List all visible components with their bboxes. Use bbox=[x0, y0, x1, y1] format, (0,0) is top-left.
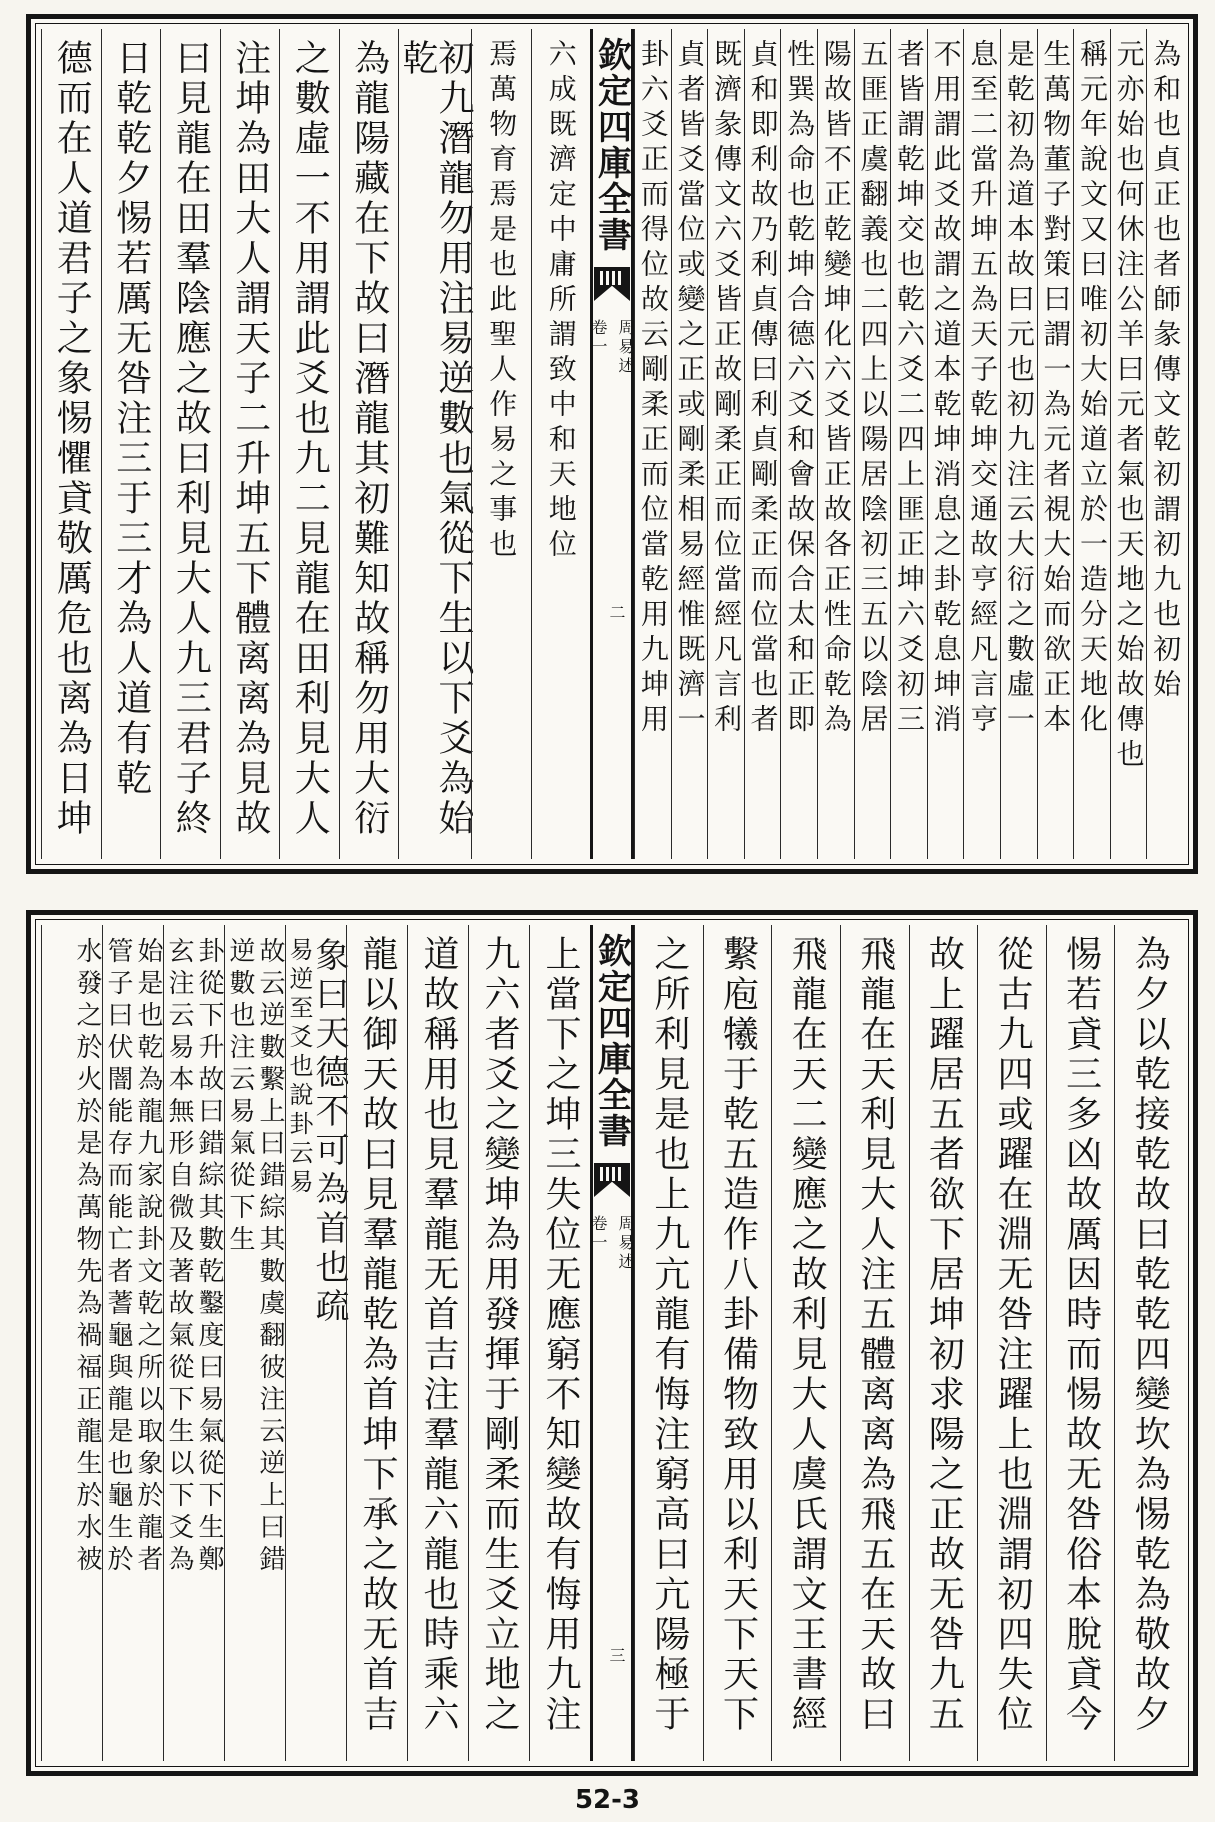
commentary-column: 息至二當升坤五為天子乾坤交通故亨經凡言亨 bbox=[963, 29, 1000, 859]
commentary-double-column bbox=[163, 925, 224, 1761]
text-column: 飛龍在天利見大人注五體离离為飛五在天故曰 bbox=[840, 925, 909, 1761]
commentary-double-column bbox=[41, 925, 102, 1761]
text-column: 日乾乾夕惕若厲无咎注三于三才為人道有乾 bbox=[101, 29, 161, 859]
commentary-sub-line: 始是也乾為龍九家說卦文乾之所以取象於龍者 bbox=[133, 937, 163, 1577]
commentary-column: 元亦始也何休注公羊曰元者氣也天地之始故傳也 bbox=[1110, 29, 1147, 859]
upper-page bbox=[26, 14, 1198, 874]
text-sub-line: 象曰天德不可為首也疏 bbox=[309, 937, 349, 1327]
text-column: 為夕以乾接乾故曰乾乾四變坎為惕乾為敬故夕 bbox=[1114, 925, 1183, 1761]
book-title: 欽定四庫全書 bbox=[591, 37, 632, 253]
commentary-sub-line: 玄注云易本無形自微及著故氣從下生以下爻為 bbox=[164, 937, 194, 1577]
commentary-column: 生萬物董子對策曰謂一為元者視大始而欲正本 bbox=[1037, 29, 1074, 859]
upper-page-text-area bbox=[41, 29, 1183, 859]
text-column: 曰見龍在田羣陰應之故曰利見大人九三君子終 bbox=[160, 29, 220, 859]
commentary-column: 焉萬物育焉是也此聖人作易之事也 bbox=[471, 29, 531, 859]
text-column: 德而在人道君子之象惕懼貣敬厲危也离為日坤 bbox=[41, 29, 101, 859]
leaf-number: 三 bbox=[607, 1647, 626, 1663]
text-column: 道故稱用也見羣龍无首吉注羣龍六龍也時乘六 bbox=[407, 925, 468, 1761]
volume-label: 卷一 bbox=[589, 319, 608, 357]
commentary-column: 五匪正虞翻義也二四上以陽居陰初三五以陰居 bbox=[854, 29, 891, 859]
commentary-column: 不用謂此爻故謂之道本乾坤消息之卦乾息坤消 bbox=[927, 29, 964, 859]
lower-page-left-half bbox=[41, 925, 590, 1761]
commentary-column: 六成既濟定中庸所謂致中和天地位 bbox=[531, 29, 591, 859]
text-column-mixed bbox=[285, 925, 349, 1761]
commentary-column: 為和也貞正也者師彖傳文乾初謂初九也初始 bbox=[1146, 29, 1183, 859]
commentary-column: 卦六爻正而得位故云剛柔正而位當乾用九坤用 bbox=[634, 29, 671, 859]
text-column: 惕若貣三多凶故厲因時而惕故无咎俗本脫貣今 bbox=[1046, 925, 1115, 1761]
text-column: 從古九四或躍在淵无咎注躍上也淵謂初四失位 bbox=[977, 925, 1046, 1761]
leaf-number: 二 bbox=[607, 604, 626, 620]
commentary-column: 貞者皆爻當位或變之正或剛柔相易經惟既濟一 bbox=[671, 29, 708, 859]
text-column: 之數虛一不用謂此爻也九二見龍在田利見大人 bbox=[279, 29, 339, 859]
text-column: 龍以御天故曰見羣龍乾為首坤下承之故无首吉 bbox=[346, 925, 407, 1761]
text-column: 故上躍居五者欲下居坤初求陽之正故无咎九五 bbox=[909, 925, 978, 1761]
commentary-sub-line: 逆數也注云易氣從下生 bbox=[225, 937, 255, 1257]
text-column: 為龍陽藏在下故曰潛龍其初難知故稱勿用大衍 bbox=[339, 29, 399, 859]
text-sub-line: 易逆至爻也說卦云易 bbox=[285, 937, 313, 1198]
commentary-column: 是乾初為道本故曰元也初九注云大衍之數虛一 bbox=[1000, 29, 1037, 859]
page-number: 52-3 bbox=[574, 1785, 641, 1815]
lower-page bbox=[26, 910, 1198, 1776]
commentary-column: 者皆謂乾坤交也乾六爻二四上匪正坤六爻初三 bbox=[890, 29, 927, 859]
section-title: 周易述 bbox=[616, 319, 635, 376]
fishtail-mark-icon bbox=[594, 1163, 630, 1197]
commentary-column: 既濟彖傳文六爻皆正故剛柔正而位當經凡言利 bbox=[707, 29, 744, 859]
commentary-sub-line: 故云逆數繫上曰錯綜其數虞翻彼注云逆上曰錯 bbox=[255, 937, 285, 1577]
text-column: 之所利見是也上九亢龍有悔注窮高曰亢陽極于 bbox=[634, 925, 703, 1761]
upper-page-left-half bbox=[41, 29, 590, 859]
commentary-column: 陽故皆不正乾變坤化六爻皆正故各正性命乾為 bbox=[817, 29, 854, 859]
commentary-sub-line: 管子曰伏闇能存而能亡者蓍龜與龍是也龜生於 bbox=[103, 937, 133, 1577]
text-column: 初九潛龍勿用注易逆數也氣從下生以下爻為始乾 bbox=[398, 29, 471, 859]
commentary-column: 稱元年說文又曰唯初大始道立於一造分天地化 bbox=[1073, 29, 1110, 859]
upper-page-right-half bbox=[634, 29, 1183, 859]
text-column: 注坤為田大人謂天子二升坤五下體离离為見故 bbox=[220, 29, 280, 859]
commentary-column: 貞和即利故乃利貞傳曰利貞剛柔正而位當也者 bbox=[744, 29, 781, 859]
text-column: 九六者爻之變坤為用發揮于剛柔而生爻立地之 bbox=[468, 925, 529, 1761]
lower-page-text-area bbox=[41, 925, 1183, 1761]
lower-page-right-half bbox=[634, 925, 1183, 1761]
commentary-sub-line bbox=[42, 925, 72, 1761]
commentary-sub-line: 水發之於火於是為萬物先為禍福正龍生於水被 bbox=[72, 937, 102, 1577]
commentary-column: 性巽為命也乾坤合德六爻和會故保合太和正即 bbox=[780, 29, 817, 859]
book-title: 欽定四庫全書 bbox=[591, 933, 632, 1149]
commentary-double-column bbox=[224, 925, 285, 1761]
section-title: 周易述 bbox=[616, 1215, 635, 1272]
volume-label: 卷一 bbox=[589, 1215, 608, 1253]
upper-page-center-strip bbox=[590, 29, 634, 859]
text-column: 飛龍在天二變應之故利見大人虞氏謂文王書經 bbox=[771, 925, 840, 1761]
fishtail-mark-icon bbox=[594, 267, 630, 301]
commentary-double-column bbox=[102, 925, 163, 1761]
text-column: 上當下之坤三失位无應窮不知變故有悔用九注 bbox=[529, 925, 590, 1761]
lower-page-center-strip bbox=[590, 925, 634, 1761]
text-column: 繫庖犧于乾五造作八卦備物致用以利天下天下 bbox=[703, 925, 772, 1761]
commentary-sub-line: 卦從下升故曰錯綜其數乾鑿度曰易氣從下生鄭 bbox=[194, 937, 224, 1577]
